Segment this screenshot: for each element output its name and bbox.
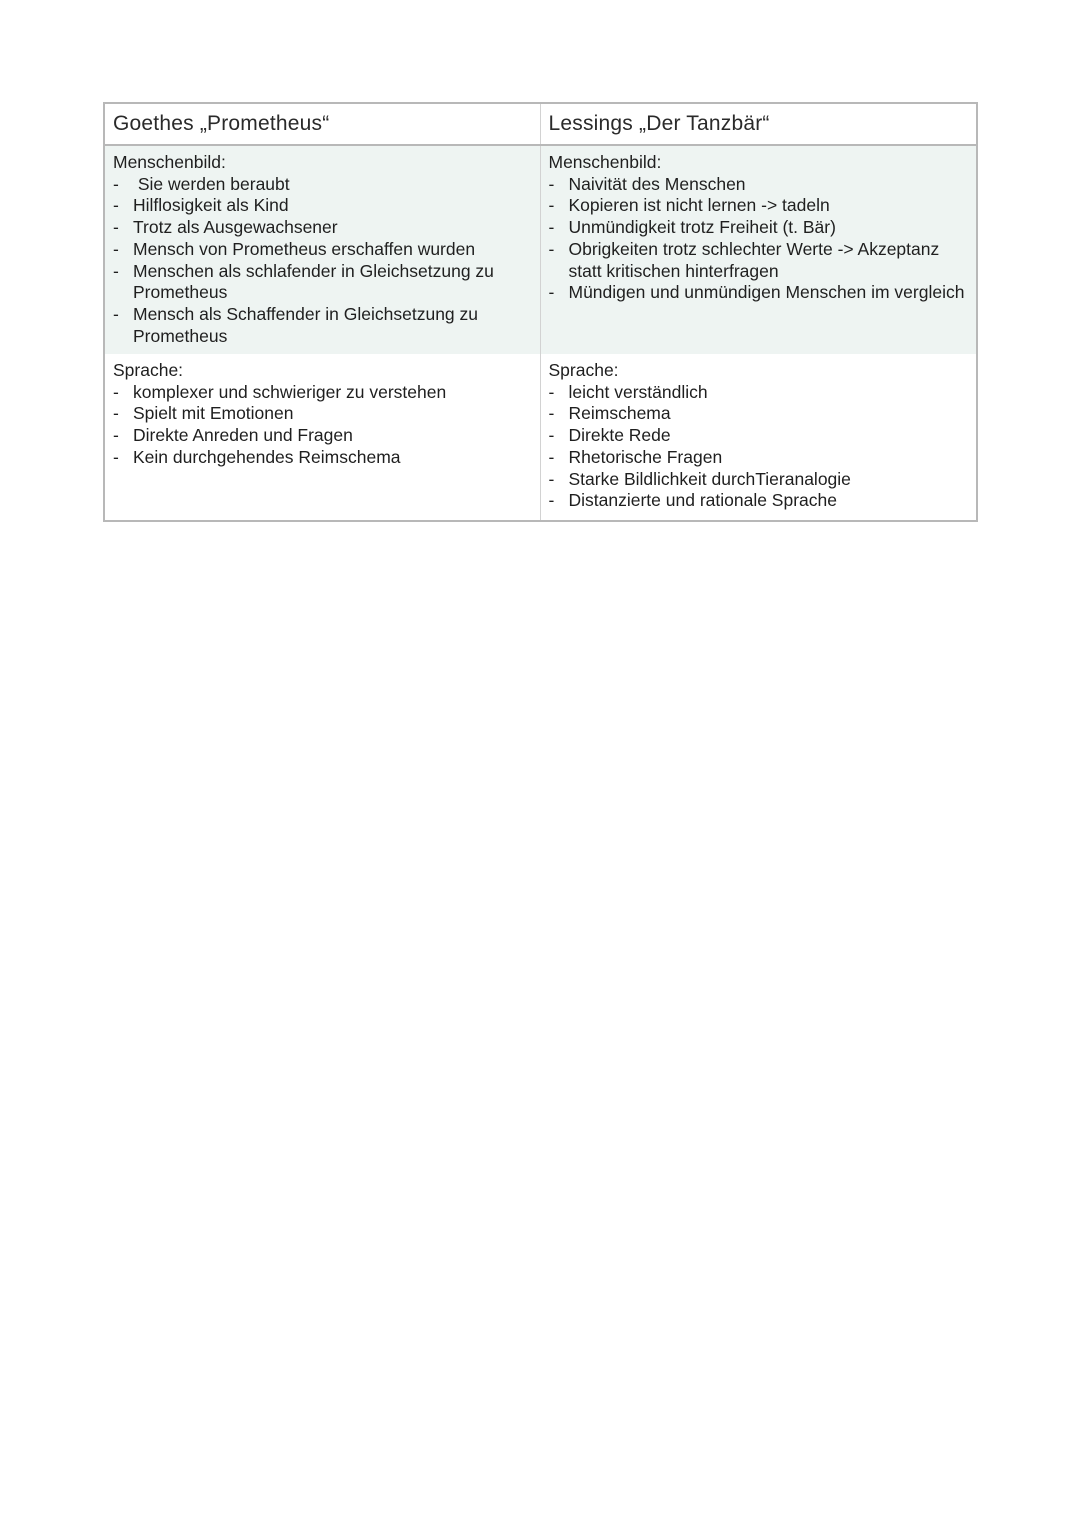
list-item bbox=[549, 239, 969, 282]
list-item bbox=[549, 382, 969, 404]
list-item-text: Unmündigkeit trotz Freiheit (t. Bär) bbox=[568, 217, 836, 238]
list-item bbox=[113, 304, 532, 347]
table-header-row bbox=[104, 103, 977, 145]
dash-bullet: - bbox=[548, 490, 555, 511]
comparison-sheet bbox=[103, 102, 976, 522]
dash-bullet: - bbox=[113, 260, 119, 281]
dash-bullet: - bbox=[548, 282, 555, 303]
dash-bullet: - bbox=[548, 403, 555, 424]
dash-bullet: - bbox=[113, 238, 119, 259]
list-item-text: Obrigkeiten trotz schlechter Werte -> Akzeptanz statt kritischen hinterfragen bbox=[568, 238, 940, 281]
dash-bullet: - bbox=[113, 425, 119, 446]
dash-bullet: - bbox=[113, 446, 119, 467]
list-item-text: Reimschema bbox=[568, 403, 671, 424]
dash-bullet: - bbox=[548, 217, 555, 238]
prometheus-sprache-list bbox=[113, 382, 532, 469]
prometheus-sprache-cell bbox=[104, 354, 540, 521]
column-header-prometheus bbox=[104, 103, 540, 145]
dash-bullet: - bbox=[548, 468, 555, 489]
prometheus-menschenbild-list bbox=[113, 174, 532, 348]
list-item bbox=[549, 217, 969, 239]
list-item-text: Menschen als schlafender in Gleichsetzung zu Prometheus bbox=[133, 260, 494, 303]
list-item-text: Spielt mit Emotionen bbox=[133, 403, 294, 424]
dash-bullet: - bbox=[548, 425, 555, 446]
list-item-text: Direkte Anreden und Fragen bbox=[133, 425, 353, 446]
comparison-table bbox=[103, 102, 978, 522]
list-item-text: Kein durchgehendes Reimschema bbox=[133, 446, 401, 467]
list-item-text: Distanzierte und rationale Sprache bbox=[568, 490, 837, 511]
list-item bbox=[113, 403, 532, 425]
list-item bbox=[549, 447, 969, 469]
sprache-label: Sprache: bbox=[548, 360, 619, 380]
dash-bullet: - bbox=[548, 195, 555, 216]
list-item-text: Mündigen und unmündigen Menschen im vergleich bbox=[568, 282, 965, 303]
dash-bullet: - bbox=[113, 173, 119, 194]
tanzbaer-sprache-cell bbox=[540, 354, 977, 521]
list-item-text: Rhetorische Fragen bbox=[568, 446, 723, 467]
tanzbaer-menschenbild-cell bbox=[540, 145, 977, 354]
list-item bbox=[549, 403, 969, 425]
dash-bullet: - bbox=[113, 195, 119, 216]
list-item-text: leicht verständlich bbox=[568, 381, 708, 402]
prometheus-title: Goethes „Prometheus“ bbox=[113, 112, 330, 135]
dash-bullet: - bbox=[548, 173, 555, 194]
list-item bbox=[113, 261, 532, 304]
tanzbaer-menschenbild-list bbox=[549, 174, 969, 304]
sprache-label: Sprache: bbox=[113, 360, 184, 380]
menschenbild-label: Menschenbild: bbox=[113, 152, 226, 172]
list-item bbox=[549, 469, 969, 491]
list-item bbox=[549, 425, 969, 447]
list-item-text: Naivität des Menschen bbox=[568, 173, 746, 194]
list-item bbox=[113, 195, 532, 217]
list-item bbox=[549, 174, 969, 196]
tanzbaer-sprache-list bbox=[549, 382, 969, 512]
prometheus-menschenbild-cell bbox=[104, 145, 540, 354]
list-item-text: Mensch als Schaffender in Gleichsetzung zu Prometheus bbox=[133, 303, 479, 346]
dash-bullet: - bbox=[113, 381, 119, 402]
list-item bbox=[549, 195, 969, 217]
list-item-text: komplexer und schwieriger zu verstehen bbox=[133, 381, 447, 402]
list-item bbox=[113, 174, 532, 196]
tanzbaer-title: Lessings „Der Tanzbär“ bbox=[548, 112, 770, 135]
list-item bbox=[113, 239, 532, 261]
dash-bullet: - bbox=[113, 403, 119, 424]
list-item bbox=[113, 425, 532, 447]
dash-bullet: - bbox=[548, 238, 555, 259]
dash-bullet: - bbox=[548, 381, 555, 402]
dash-bullet: - bbox=[113, 303, 119, 324]
sprache-row bbox=[104, 354, 977, 521]
dash-bullet: - bbox=[113, 217, 119, 238]
list-item bbox=[113, 447, 532, 469]
list-item-text: Kopieren ist nicht lernen -> tadeln bbox=[568, 195, 830, 216]
list-item bbox=[549, 490, 969, 512]
menschenbild-row bbox=[104, 145, 977, 354]
list-item-text: Mensch von Prometheus erschaffen wurden bbox=[133, 238, 476, 259]
list-item-text: Sie werden beraubt bbox=[133, 173, 290, 194]
list-item-text: Direkte Rede bbox=[568, 425, 671, 446]
column-header-tanzbaer bbox=[540, 103, 977, 145]
list-item bbox=[113, 217, 532, 239]
list-item-text: Hilflosigkeit als Kind bbox=[133, 195, 289, 216]
list-item-text: Trotz als Ausgewachsener bbox=[133, 217, 338, 238]
menschenbild-label: Menschenbild: bbox=[548, 152, 662, 172]
list-item bbox=[549, 282, 969, 304]
list-item-text: Starke Bildlichkeit durchTieranalogie bbox=[568, 468, 851, 489]
list-item bbox=[113, 382, 532, 404]
dash-bullet: - bbox=[548, 446, 555, 467]
